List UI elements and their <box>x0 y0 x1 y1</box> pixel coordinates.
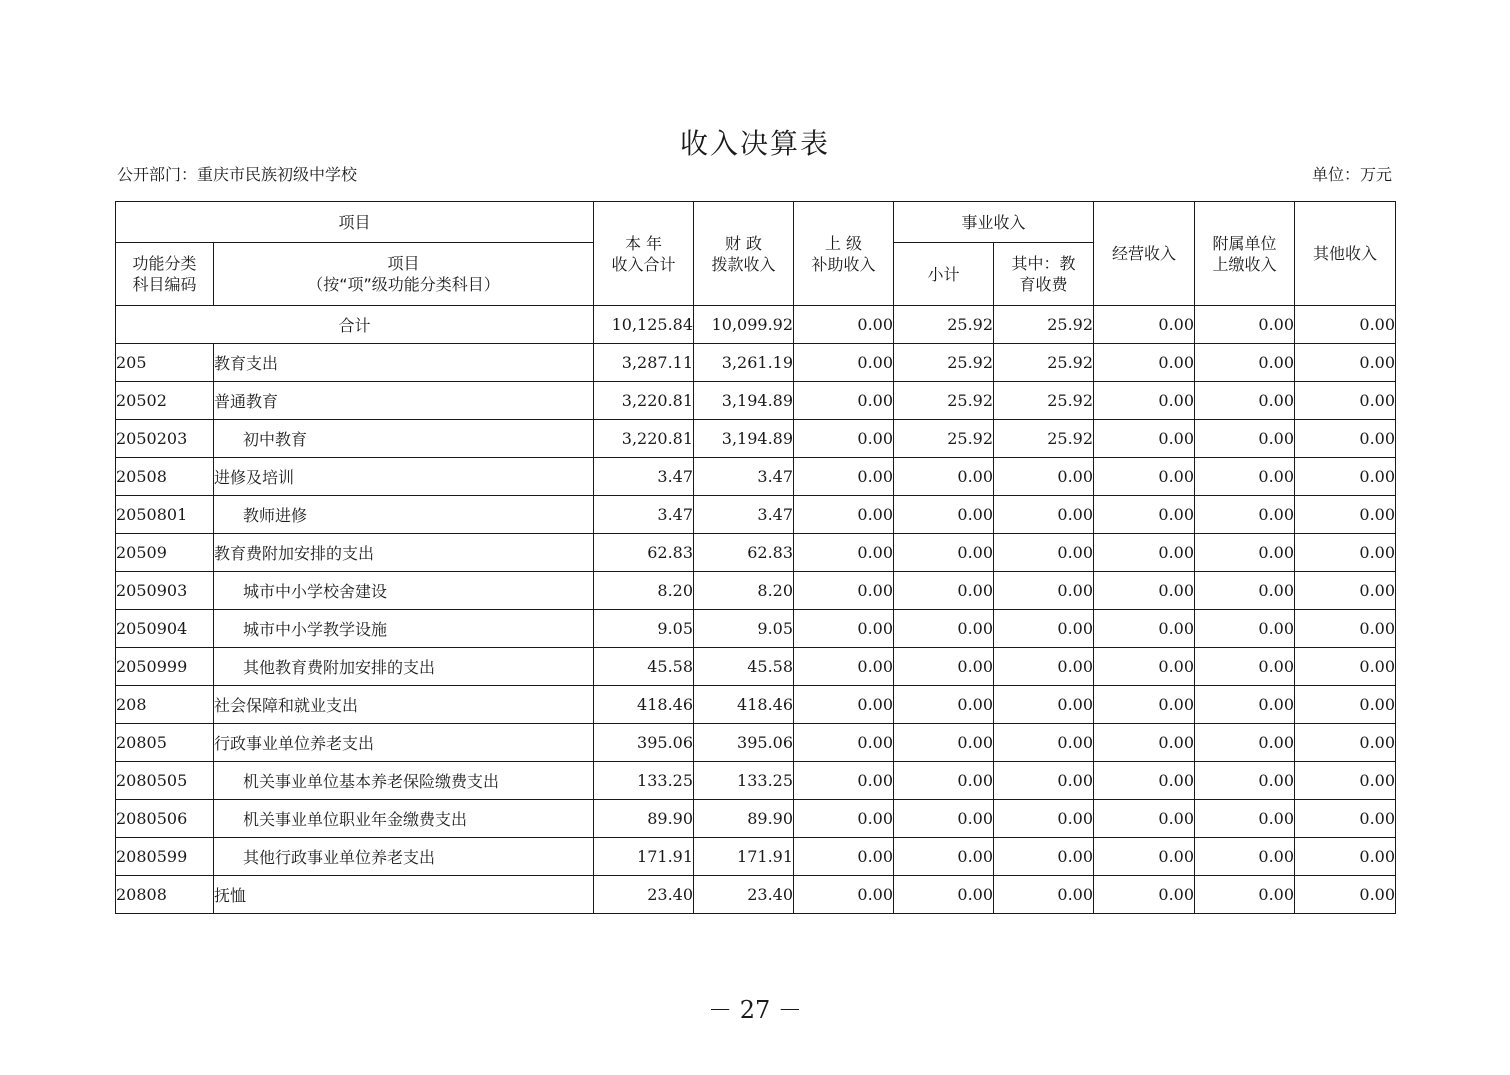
row-value: 0.00 <box>894 534 994 572</box>
row-value: 0.00 <box>1195 610 1295 648</box>
unit-label: 单位：万元 <box>1311 165 1392 184</box>
row-code: 2080506 <box>116 800 214 838</box>
row-value: 3,194.89 <box>694 382 794 420</box>
row-value: 0.00 <box>1295 686 1396 724</box>
row-value: 0.00 <box>1094 344 1195 382</box>
row-value: 0.00 <box>1195 382 1295 420</box>
row-value: 0.00 <box>1195 724 1295 762</box>
header-business: 事业收入 <box>894 202 1094 243</box>
row-value: 0.00 <box>1094 724 1195 762</box>
row-value: 0.00 <box>894 876 994 914</box>
row-code: 20508 <box>116 458 214 496</box>
row-value: 0.00 <box>894 724 994 762</box>
total-cell: 25.92 <box>894 306 994 344</box>
row-code: 2050801 <box>116 496 214 534</box>
row-value: 0.00 <box>994 686 1094 724</box>
row-value: 0.00 <box>794 800 894 838</box>
row-name: 教育费附加安排的支出 <box>214 534 594 572</box>
row-value: 0.00 <box>1295 572 1396 610</box>
total-cell: 0.00 <box>1094 306 1195 344</box>
table-row <box>116 382 1396 420</box>
row-value: 0.00 <box>1094 686 1195 724</box>
row-value: 0.00 <box>994 762 1094 800</box>
table-row <box>116 686 1396 724</box>
row-value: 418.46 <box>594 686 694 724</box>
table-row <box>116 572 1396 610</box>
row-name: 进修及培训 <box>214 458 594 496</box>
row-value: 0.00 <box>794 610 894 648</box>
row-value: 0.00 <box>1195 458 1295 496</box>
row-value: 0.00 <box>1295 344 1396 382</box>
row-value: 0.00 <box>994 496 1094 534</box>
row-value: 0.00 <box>994 876 1094 914</box>
total-row <box>116 306 1396 344</box>
row-name: 教师进修 <box>214 496 594 534</box>
row-value: 0.00 <box>1195 762 1295 800</box>
total-cell: 10,099.92 <box>694 306 794 344</box>
page-title: 收入决算表 <box>679 127 830 160</box>
row-name: 行政事业单位养老支出 <box>214 724 594 762</box>
table-row <box>116 344 1396 382</box>
row-value: 0.00 <box>1295 610 1396 648</box>
row-value: 0.00 <box>1295 496 1396 534</box>
row-value: 0.00 <box>794 572 894 610</box>
row-value: 0.00 <box>794 686 894 724</box>
row-value: 0.00 <box>1094 838 1195 876</box>
row-value: 0.00 <box>1094 762 1195 800</box>
row-value: 171.91 <box>594 838 694 876</box>
row-value: 25.92 <box>994 420 1094 458</box>
row-value: 89.90 <box>594 800 694 838</box>
row-value: 89.90 <box>694 800 794 838</box>
row-value: 0.00 <box>1195 686 1295 724</box>
row-code: 2050904 <box>116 610 214 648</box>
row-value: 9.05 <box>594 610 694 648</box>
row-value: 0.00 <box>794 382 894 420</box>
row-value: 0.00 <box>1094 458 1195 496</box>
row-code: 20502 <box>116 382 214 420</box>
row-value: 3,261.19 <box>694 344 794 382</box>
header-code: 功能分类 科目编码 <box>116 243 214 306</box>
row-value: 0.00 <box>894 838 994 876</box>
header-project: 项目 <box>116 202 594 243</box>
income-report-table <box>115 201 1396 914</box>
row-value: 0.00 <box>1295 724 1396 762</box>
row-value: 0.00 <box>1295 458 1396 496</box>
table-row <box>116 876 1396 914</box>
row-value: 45.58 <box>694 648 794 686</box>
row-value: 171.91 <box>694 838 794 876</box>
row-value: 0.00 <box>1094 496 1195 534</box>
row-value: 9.05 <box>694 610 794 648</box>
row-value: 0.00 <box>994 648 1094 686</box>
row-value: 3,220.81 <box>594 382 694 420</box>
row-value: 3.47 <box>594 458 694 496</box>
table-row <box>116 800 1396 838</box>
table-body <box>116 306 1396 914</box>
table-row <box>116 762 1396 800</box>
row-value: 0.00 <box>794 458 894 496</box>
row-value: 25.92 <box>894 420 994 458</box>
row-value: 0.00 <box>1094 534 1195 572</box>
row-code: 2050903 <box>116 572 214 610</box>
row-value: 0.00 <box>894 800 994 838</box>
row-value: 0.00 <box>1195 420 1295 458</box>
row-value: 0.00 <box>994 534 1094 572</box>
row-value: 0.00 <box>994 458 1094 496</box>
row-name: 机关事业单位职业年金缴费支出 <box>214 800 594 838</box>
row-value: 0.00 <box>1094 382 1195 420</box>
row-value: 0.00 <box>894 458 994 496</box>
row-value: 3,194.89 <box>694 420 794 458</box>
row-value: 23.40 <box>594 876 694 914</box>
row-value: 0.00 <box>994 610 1094 648</box>
row-value: 25.92 <box>994 382 1094 420</box>
row-value: 395.06 <box>594 724 694 762</box>
row-value: 0.00 <box>994 800 1094 838</box>
header-superior: 上 级 补助收入 <box>794 202 894 306</box>
row-value: 0.00 <box>894 648 994 686</box>
row-code: 20805 <box>116 724 214 762</box>
total-cell: 0.00 <box>794 306 894 344</box>
table-row <box>116 458 1396 496</box>
row-value: 3.47 <box>594 496 694 534</box>
row-value: 0.00 <box>794 876 894 914</box>
header-other: 其他收入 <box>1295 202 1396 306</box>
table-row <box>116 724 1396 762</box>
row-value: 8.20 <box>694 572 794 610</box>
row-value: 0.00 <box>1195 572 1295 610</box>
row-name: 教育支出 <box>214 344 594 382</box>
row-value: 0.00 <box>1094 648 1195 686</box>
row-value: 62.83 <box>694 534 794 572</box>
row-value: 0.00 <box>794 724 894 762</box>
table-row <box>116 648 1396 686</box>
row-value: 0.00 <box>1195 648 1295 686</box>
row-value: 0.00 <box>894 610 994 648</box>
table-row <box>116 420 1396 458</box>
row-value: 8.20 <box>594 572 694 610</box>
row-value: 0.00 <box>794 420 894 458</box>
row-value: 3.47 <box>694 496 794 534</box>
header-total: 本 年 收入合计 <box>594 202 694 306</box>
row-value: 0.00 <box>1295 420 1396 458</box>
header-item: 项目 （按“项”级功能分类科目） <box>214 243 594 306</box>
total-cell: 10,125.84 <box>594 306 694 344</box>
row-value: 0.00 <box>994 838 1094 876</box>
row-value: 3.47 <box>694 458 794 496</box>
row-value: 0.00 <box>794 648 894 686</box>
total-cell: 0.00 <box>1195 306 1295 344</box>
table-row <box>116 534 1396 572</box>
row-name: 机关事业单位基本养老保险缴费支出 <box>214 762 594 800</box>
row-value: 0.00 <box>894 572 994 610</box>
header-affiliated: 附属单位 上缴收入 <box>1195 202 1295 306</box>
row-code: 20509 <box>116 534 214 572</box>
row-value: 0.00 <box>794 762 894 800</box>
department-label: 公开部门：重庆市民族初级中学校 <box>117 165 358 184</box>
row-value: 0.00 <box>794 344 894 382</box>
row-name: 城市中小学校舍建设 <box>214 572 594 610</box>
row-code: 20808 <box>116 876 214 914</box>
row-value: 0.00 <box>1295 382 1396 420</box>
row-code: 2080505 <box>116 762 214 800</box>
row-code: 2050999 <box>116 648 214 686</box>
row-value: 3,287.11 <box>594 344 694 382</box>
row-code: 205 <box>116 344 214 382</box>
row-value: 0.00 <box>1295 762 1396 800</box>
total-cell: 0.00 <box>1295 306 1396 344</box>
row-name: 其他行政事业单位养老支出 <box>214 838 594 876</box>
table-row <box>116 610 1396 648</box>
row-value: 62.83 <box>594 534 694 572</box>
total-cell: 25.92 <box>994 306 1094 344</box>
row-value: 3,220.81 <box>594 420 694 458</box>
row-value: 418.46 <box>694 686 794 724</box>
header-edu-fee: 其中：教 育收费 <box>994 243 1094 306</box>
row-value: 0.00 <box>794 838 894 876</box>
row-value: 25.92 <box>994 344 1094 382</box>
row-value: 0.00 <box>794 534 894 572</box>
row-code: 2050203 <box>116 420 214 458</box>
header-operating: 经营收入 <box>1094 202 1195 306</box>
row-value: 0.00 <box>894 686 994 724</box>
row-value: 0.00 <box>994 572 1094 610</box>
row-value: 0.00 <box>1094 800 1195 838</box>
row-value: 0.00 <box>1295 876 1396 914</box>
table-header <box>116 202 1396 306</box>
row-value: 395.06 <box>694 724 794 762</box>
row-value: 0.00 <box>1295 648 1396 686</box>
header-subtotal: 小计 <box>894 243 994 306</box>
row-value: 0.00 <box>1094 610 1195 648</box>
row-name: 社会保障和就业支出 <box>214 686 594 724</box>
row-value: 45.58 <box>594 648 694 686</box>
row-value: 0.00 <box>1094 876 1195 914</box>
header-fiscal: 财 政 拨款收入 <box>694 202 794 306</box>
row-value: 0.00 <box>1195 838 1295 876</box>
row-value: 0.00 <box>1295 534 1396 572</box>
row-value: 25.92 <box>894 344 994 382</box>
page-number: － 27 － <box>708 996 802 1024</box>
row-value: 0.00 <box>994 724 1094 762</box>
row-name: 普通教育 <box>214 382 594 420</box>
row-value: 0.00 <box>1295 800 1396 838</box>
row-code: 208 <box>116 686 214 724</box>
row-value: 0.00 <box>1195 534 1295 572</box>
row-value: 23.40 <box>694 876 794 914</box>
table-row <box>116 838 1396 876</box>
row-value: 0.00 <box>1094 572 1195 610</box>
row-value: 0.00 <box>894 762 994 800</box>
row-value: 133.25 <box>594 762 694 800</box>
row-value: 0.00 <box>1195 876 1295 914</box>
row-name: 其他教育费附加安排的支出 <box>214 648 594 686</box>
row-value: 0.00 <box>794 496 894 534</box>
row-name: 城市中小学教学设施 <box>214 610 594 648</box>
row-name: 抚恤 <box>214 876 594 914</box>
row-value: 0.00 <box>1094 420 1195 458</box>
row-code: 2080599 <box>116 838 214 876</box>
row-value: 0.00 <box>1195 496 1295 534</box>
table-row <box>116 496 1396 534</box>
row-value: 25.92 <box>894 382 994 420</box>
row-value: 0.00 <box>894 496 994 534</box>
row-name: 初中教育 <box>214 420 594 458</box>
row-value: 133.25 <box>694 762 794 800</box>
total-label: 合计 <box>116 306 594 344</box>
row-value: 0.00 <box>1195 800 1295 838</box>
row-value: 0.00 <box>1195 344 1295 382</box>
row-value: 0.00 <box>1295 838 1396 876</box>
